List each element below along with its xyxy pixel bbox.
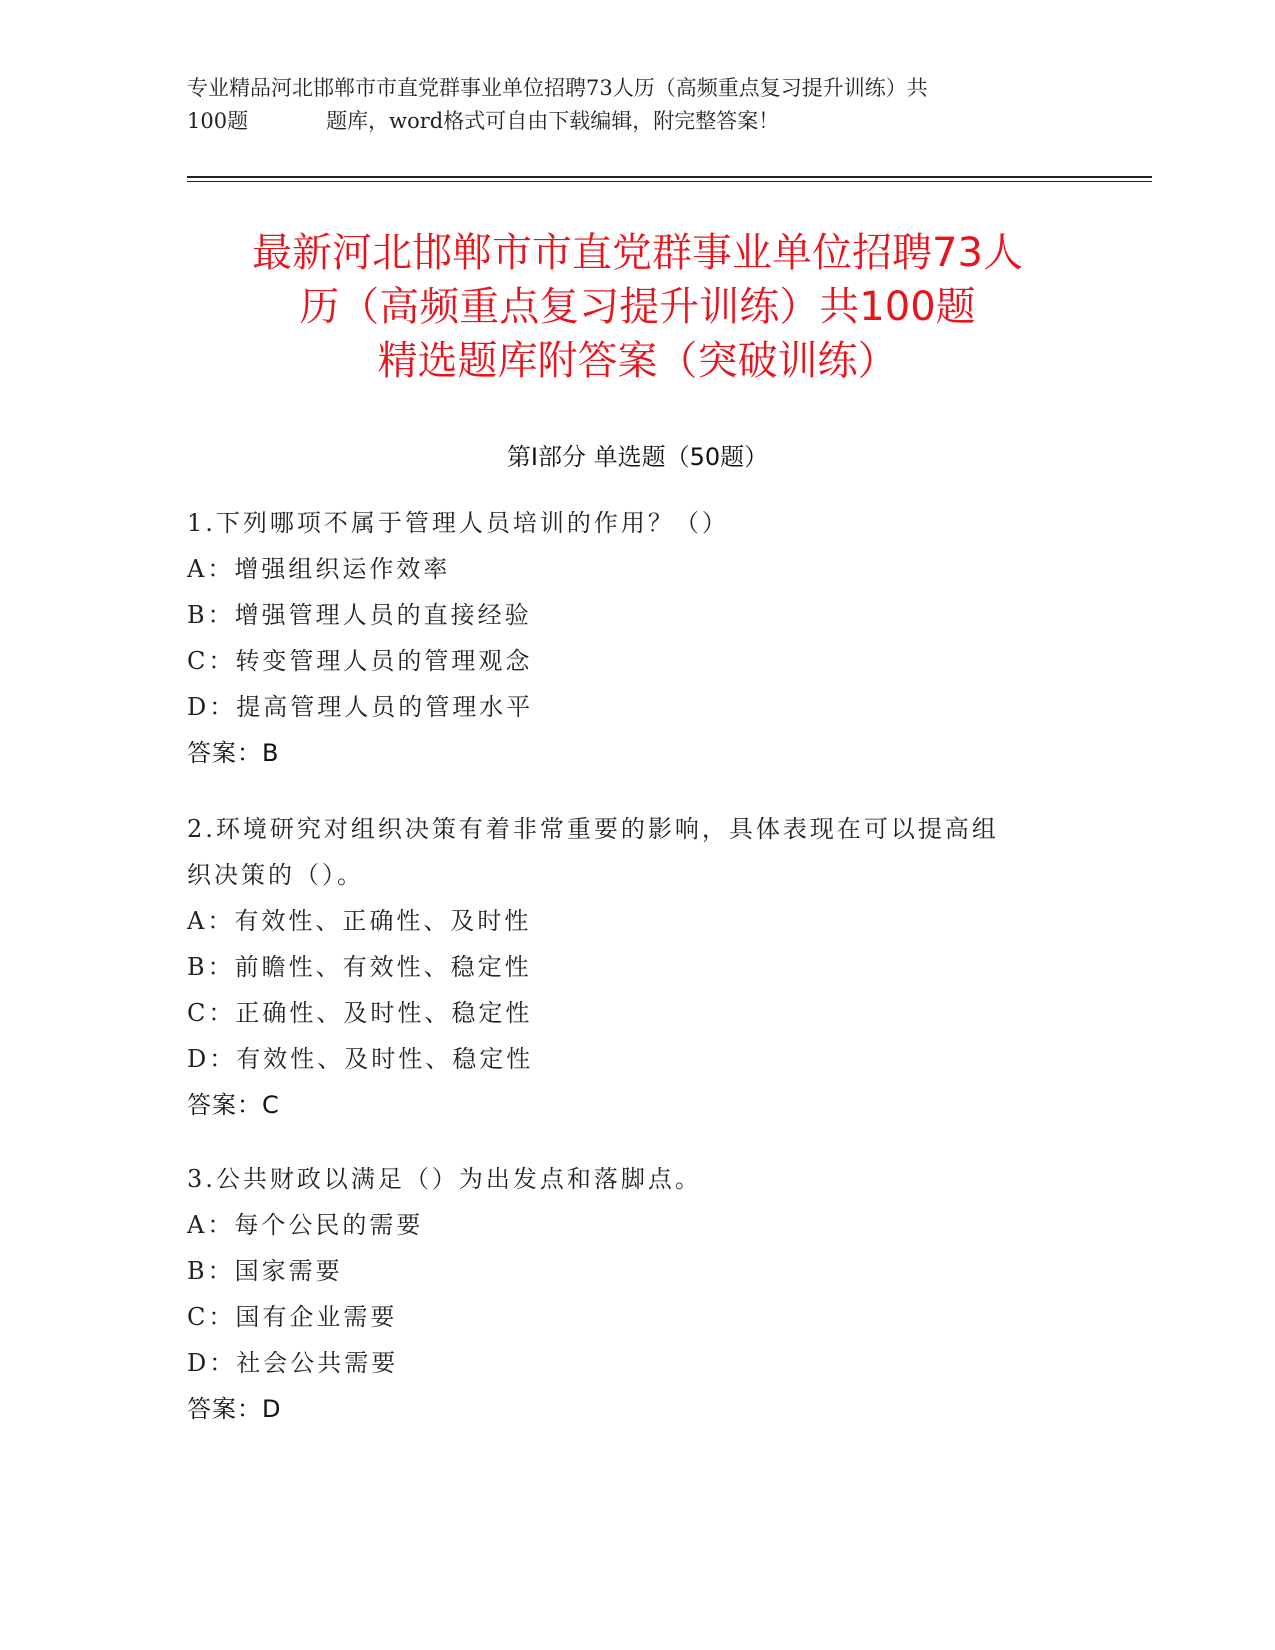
option-b: B：增强管理人员的直接经验: [187, 601, 532, 629]
answer: 答案：D: [187, 1395, 282, 1423]
question-stem-cont: 织决策的（）。: [187, 861, 364, 889]
question-1: [187, 500, 1087, 776]
title-line-3: 精选题库附答案（突破训练）: [377, 338, 898, 384]
header-divider-thick: [187, 176, 1152, 178]
option-a: A：有效性、正确性、及时性: [187, 907, 532, 935]
answer: 答案：B: [187, 739, 280, 767]
option-d: D：社会公共需要: [187, 1349, 399, 1377]
question-2: [187, 806, 1087, 1128]
option-c: C：国有企业需要: [187, 1303, 398, 1331]
option-c: C：正确性、及时性、稳定性: [187, 999, 533, 1027]
title-line-2: 历（高频重点复习提升训练）共100题: [299, 284, 976, 330]
document-title: [150, 226, 1125, 388]
header-note: [187, 72, 1087, 138]
option-d: D：有效性、及时性、稳定性: [187, 1045, 534, 1073]
header-line-2: [187, 105, 1087, 138]
option-d: D：提高管理人员的管理水平: [187, 693, 534, 721]
header-line-2-desc: 题库，word格式可自由下载编辑，附完整答案！: [326, 109, 780, 133]
header-divider-thin: [187, 181, 1152, 182]
option-b: B：国家需要: [187, 1257, 343, 1285]
header-line-2-count: 100题: [187, 109, 249, 133]
answer: 答案：C: [187, 1091, 280, 1119]
question-stem: 1.下列哪项不属于管理人员培训的作用？（）: [187, 509, 729, 537]
section-heading: 第Ⅰ部分 单选题（50题）: [506, 443, 769, 471]
title-line-1: 最新河北邯郸市市直党群事业单位招聘73人: [252, 230, 1023, 276]
question-stem: 2.环境研究对组织决策有着非常重要的影响，具体表现在可以提高组: [187, 815, 999, 843]
header-line-1: 专业精品河北邯郸市市直党群事业单位招聘73人历（高频重点复习提升训练）共: [187, 76, 928, 100]
option-a: A：每个公民的需要: [187, 1211, 424, 1239]
question-stem: 3.公共财政以满足（）为出发点和落脚点。: [187, 1165, 702, 1193]
option-c: C：转变管理人员的管理观念: [187, 647, 533, 675]
question-3: [187, 1156, 1087, 1432]
option-b: B：前瞻性、有效性、稳定性: [187, 953, 532, 981]
option-a: A：增强组织运作效率: [187, 555, 451, 583]
